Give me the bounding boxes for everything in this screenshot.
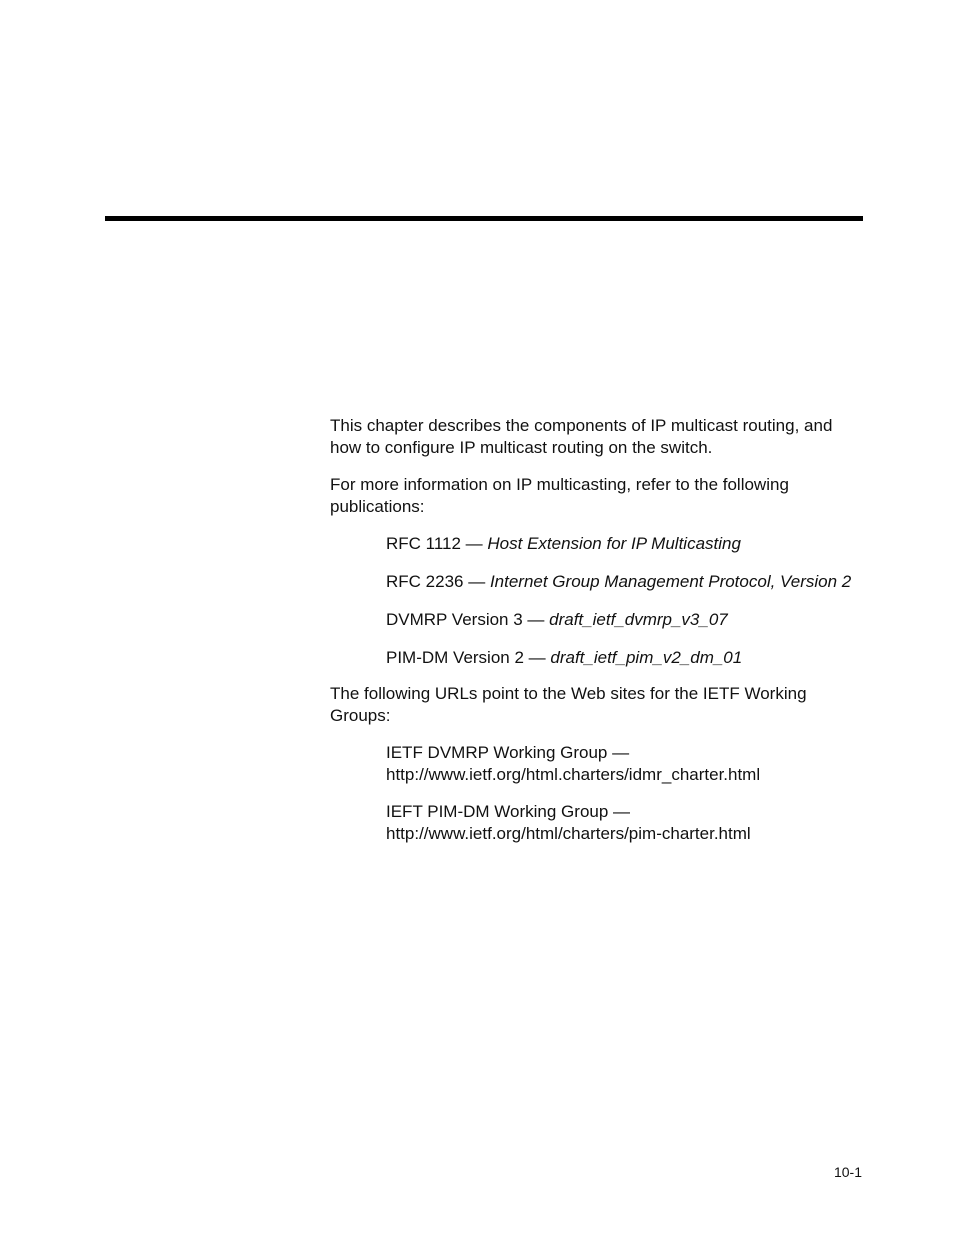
publication-title: Host Extension for IP Multicasting bbox=[487, 534, 741, 553]
publication-title: Internet Group Management Protocol, Version 2 bbox=[489, 572, 852, 591]
working-group-name: IETF DVMRP Working Group — bbox=[386, 743, 630, 762]
working-group-name: IEFT PIM-DM Working Group — bbox=[386, 802, 631, 821]
list-item bbox=[386, 571, 865, 593]
chapter-body bbox=[330, 415, 865, 860]
publication-title: draft_ietf_pim_v2_dm_01 bbox=[550, 648, 743, 667]
list-item bbox=[386, 609, 865, 631]
publication-title: draft_ietf_dvmrp_v3_07 bbox=[549, 610, 728, 629]
publications-intro-paragraph: For more information on IP multicasting, refer to the following publications: bbox=[330, 475, 789, 516]
working-groups-list bbox=[330, 742, 865, 845]
list-item bbox=[386, 742, 865, 786]
publication-id: DVMRP Version 3 — bbox=[386, 610, 550, 629]
list-item bbox=[386, 647, 865, 669]
publication-id: RFC 2236 — bbox=[386, 572, 490, 591]
list-item bbox=[386, 533, 865, 555]
publications-list bbox=[330, 533, 865, 669]
chapter-header-rule bbox=[105, 216, 863, 221]
urls-intro-paragraph: The following URLs point to the Web sites for the IETF Working Groups: bbox=[330, 684, 807, 725]
working-group-url: http://www.ietf.org/html.charters/idmr_charter.html bbox=[386, 765, 761, 784]
page-number: 10-1 bbox=[833, 1164, 862, 1180]
list-item bbox=[386, 801, 865, 845]
publication-id: PIM-DM Version 2 — bbox=[386, 648, 551, 667]
publication-id: RFC 1112 — bbox=[386, 534, 488, 553]
intro-paragraph: This chapter describes the components of IP multicast routing, and how to configure IP multicast routing on the switch. bbox=[330, 416, 833, 457]
working-group-url: http://www.ietf.org/html/charters/pim-charter.html bbox=[386, 824, 751, 843]
